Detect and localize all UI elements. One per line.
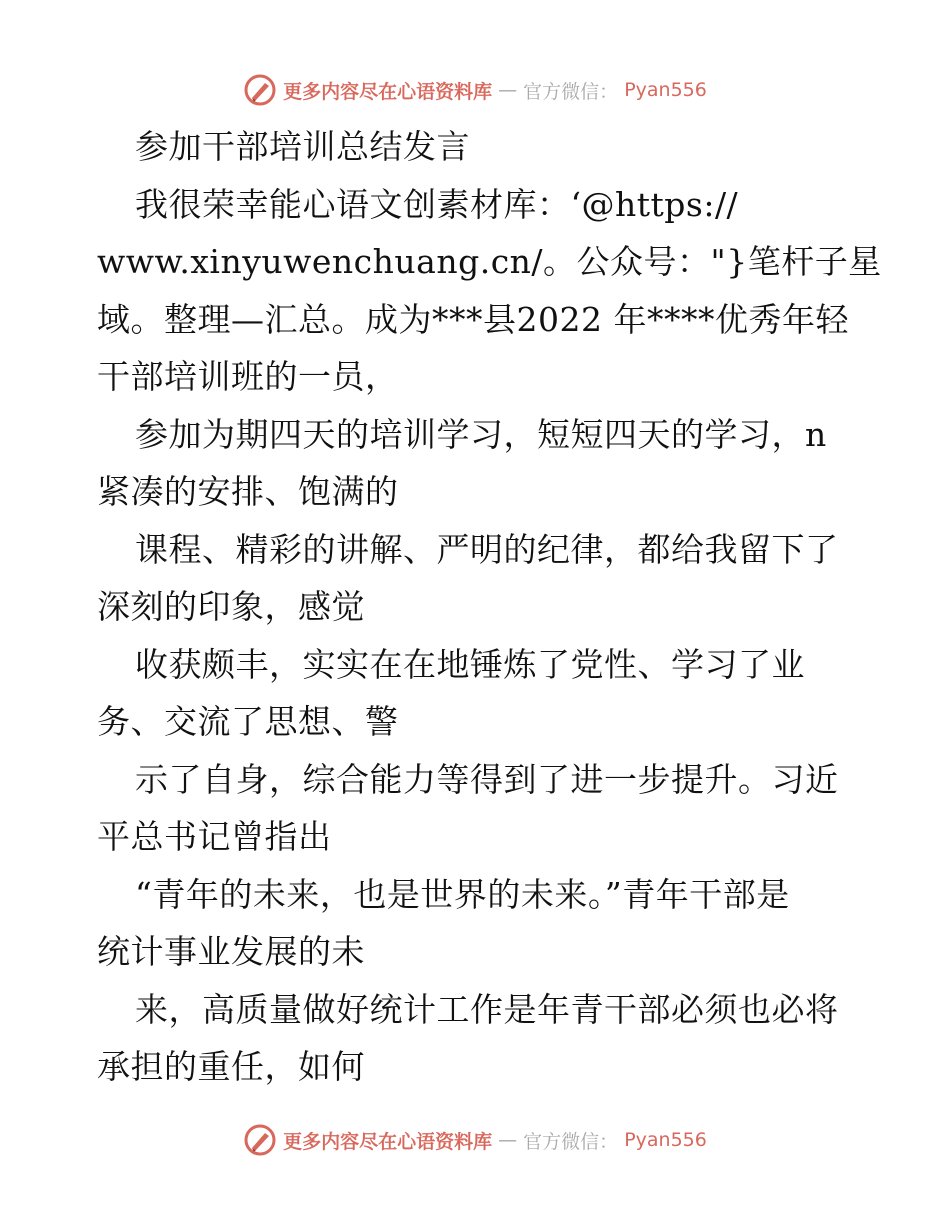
text-line: 平总书记曾指出 <box>97 817 332 856</box>
text-line: 务、交流了思想、警 <box>97 702 399 741</box>
text-line: www.xinyuwenchuang.cn/。公众号："}笔杆子星 <box>97 242 882 281</box>
banner-wechat-label: 官方微信： <box>523 80 619 103</box>
banner-wechat-id: Pyan556 <box>624 79 707 101</box>
text-line: 参加为期四天的培训学习，短短四天的学习，n <box>135 414 827 454</box>
text-line: 收获颇丰，实实在在地锤炼了党性、学习了业 <box>135 644 805 684</box>
text-line: “青年的未来，也是世界的未来。”青年干部是 <box>135 874 790 914</box>
footer-banner <box>0 1120 950 1160</box>
text-line: 干部培训班的一员， <box>97 357 399 396</box>
text-line: 域。整理—汇总。成为***县2022 年****优秀年轻 <box>97 299 849 339</box>
pen-logo-icon <box>243 1123 277 1157</box>
text-line: 统计事业发展的未 <box>97 932 365 971</box>
banner-separator: — <box>498 79 518 101</box>
header-banner <box>0 70 950 110</box>
text-line: 课程、精彩的讲解、严明的纪律，都给我留下了 <box>135 529 839 569</box>
text-line: 我很荣幸能心语文创素材库：‘@https:// <box>135 184 739 224</box>
document-body <box>97 118 882 1096</box>
banner-wechat-id: Pyan556 <box>624 1129 707 1151</box>
text-line: 来，高质量做好统计工作是年青干部必须也必将 <box>135 989 839 1029</box>
text-line: 紧凑的安排、饱满的 <box>97 472 399 511</box>
banner-wechat-label: 官方微信： <box>523 1130 619 1153</box>
text-line: 示了自身，综合能力等得到了进一步提升。习近 <box>135 759 839 799</box>
text-line: 深刻的印象，感觉 <box>97 587 365 626</box>
text-line: 承担的重任，如何 <box>97 1047 365 1086</box>
banner-slogan: 更多内容尽在心语资料库 <box>283 80 493 103</box>
pen-logo-icon <box>243 73 277 107</box>
banner-separator: — <box>498 1129 518 1151</box>
document-title: 参加干部培训总结发言 <box>135 127 470 166</box>
banner-slogan: 更多内容尽在心语资料库 <box>283 1130 493 1153</box>
